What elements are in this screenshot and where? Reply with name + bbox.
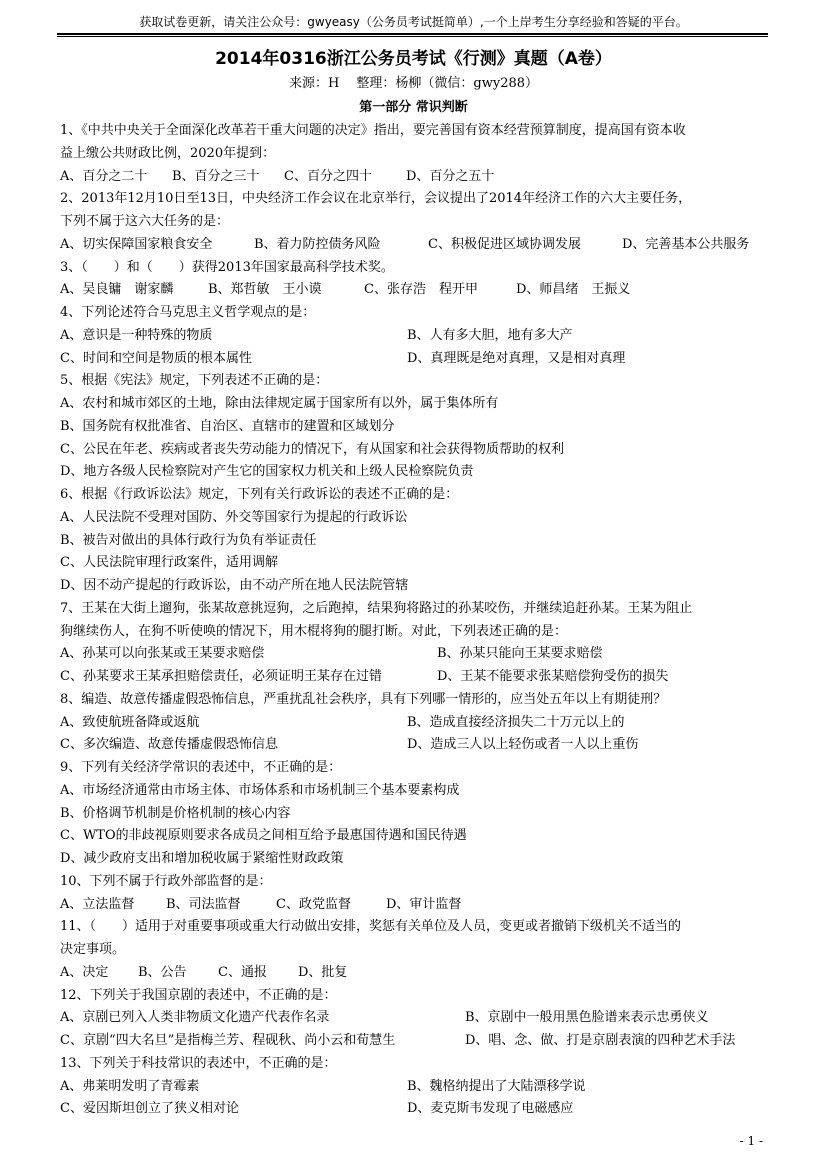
option-a: A、意识是一种特殊的物质 [60,327,213,343]
question-13-line-1: 13、下列关于科技常识的表述中，不正确的是： [60,1055,337,1071]
option-c: C、WTO的非歧视原则要求各成员之间相互给予最惠国待遇和国民待遇 [60,828,467,844]
question-1-line-1: 1、《中共中央关于全面深化改革若干重大问题的决定》指出，要完善国有资本经营预算制度，提高国有资本收 [60,123,686,138]
option-b: B、公告 [138,964,187,980]
option-a: A、孙某可以向张某或王某要求赔偿 [60,646,265,662]
question-9-line-1: 9、下列有关经济学常识的表述中，不正确的是： [60,760,342,775]
option-b: B、孙某只能向王某要求赔偿 [437,646,603,662]
question-2-line-2: 下列不属于这六大任务的是： [60,214,230,229]
option-c: C、多次编造、故意传播虚假恐怖信息 [60,737,278,753]
option-c: C、京剧“四大名旦”是指梅兰芳、程砚秋、尚小云和荀慧生 [60,1033,396,1048]
option-d: D、完善基本公共服务 [622,236,750,252]
document-source: 来源：H 整理：杨柳（微信：gwy288） [288,76,539,91]
option-c: C、人民法院审理行政案件，适用调解 [60,555,278,571]
question-10-line-1: 10、下列不属于行政外部监督的是： [60,873,272,889]
option-d: D、批复 [298,964,348,980]
option-d: D、减少政府支出和增加税收属于紧缩性财政政策 [60,851,344,866]
question-3-options [60,279,767,302]
option-a: A、农村和城市郊区的土地，除由法律规定属于国家所有以外，属于集体所有 [60,396,499,411]
option-d: D、麦克斯韦发现了电磁感应 [407,1101,574,1117]
question-4-options-row-1 [60,325,767,348]
option-d: D、因不动产提起的行政诉讼，由不动产所在地人民法院管辖 [60,578,409,593]
question-13-options-row-1 [60,1076,767,1099]
option-b: B、郑哲敏 王小谟 [208,282,322,298]
option-b: B、司法监督 [166,896,241,912]
option-b: B、百分之三十 [172,168,260,184]
option-b: B、价格调节机制是价格机制的核心内容 [60,805,291,821]
question-7-line-1: 7、王某在大街上遛狗，张某故意挑逗狗，之后跑掉，结果狗将路过的孙某咬伤，并继续追赶孙某。王某为阻止 [60,600,693,616]
question-11-line-2: 决定事项。 [60,942,126,957]
option-b: B、国务院有权批准省、自治区、直辖市的建置和区域划分 [60,418,395,434]
question-list [60,120,767,1121]
option-a: A、吴良镛 谢家麟 [60,282,174,298]
option-c: C、通报 [218,964,267,980]
option-c: C、爱因斯坦创立了狭义相对论 [60,1101,239,1117]
option-c: C、积极促进区域协调发展 [428,236,581,252]
header-rule-thick [57,33,768,35]
question-13-options-row-2 [60,1098,767,1121]
question-4-line-1: 4、下列论述符合马克思主义哲学观点的是： [60,305,316,320]
question-7-options-row-2 [60,666,767,689]
question-5-line-1: 5、根据《宪法》规定，下列表述不正确的是： [60,373,329,389]
option-b: B、魏格纳提出了大陆漂移学说 [407,1078,586,1094]
option-d: D、审计监督 [386,896,462,912]
option-d: D、地方各级人民检察院对产生它的国家权力机关和上级人民检察院负责 [60,464,474,480]
option-a: A、切实保障国家粮食安全 [60,236,213,252]
question-3-line-1: 3、（ ）和（ ）获得2013年国家最高科学技术奖。 [60,259,394,275]
option-a: A、百分之二十 [60,168,148,184]
option-b: B、京剧中一般用黑色脸谱来表示忠勇侠义 [465,1010,709,1026]
question-11-options [60,962,767,985]
option-c: C、张存浩 程开甲 [364,282,478,298]
question-4-options-row-2 [60,348,767,371]
question-7-line-2: 狗继续伤人，在狗不听使唤的情况下，用木棍将狗的腿打断。对此，下列表述正确的是： [60,623,568,639]
option-d: D、师昌绪 王振义 [516,282,631,298]
option-b: B、人有多大胆，地有多大产 [407,327,573,343]
question-12-line-1: 12、下列关于我国京剧的表述中，不正确的是： [60,987,337,1003]
question-2-line-1: 2、2013年12月10日至13日，中央经济工作会议在北京举行，会议提出了2014年经济工作的六大主要任务， [60,191,692,207]
option-c: C、政党监督 [276,896,351,912]
option-a: A、人民法院不受理对国防、外交等国家行为提起的行政诉讼 [60,509,408,525]
option-a: A、致使航班备降或返航 [60,714,200,730]
question-2-options [60,234,767,257]
header-notice: 获取试卷更新，请关注公众号：gwyeasy（公务员考试挺简单）,一个上岸考生分享经验和答疑的平台。 [139,15,688,29]
option-b: B、造成直接经济损失二十万元以上的 [407,714,625,730]
option-a: A、决定 [60,964,109,980]
option-c: C、孙某要求王某承担赔偿责任，必须证明王某存在过错 [60,669,382,684]
option-c: C、时间和空间是物质的根本属性 [60,350,252,366]
option-a: A、立法监督 [60,896,135,912]
option-d: D、唱、念、做、打是京剧表演的四种艺术手法 [465,1033,736,1048]
option-a: A、市场经济通常由市场主体、市场体系和市场机制三个基本要素构成 [60,782,460,798]
document-title: 2014年0316浙江公务员考试《行测》真题（A卷） [215,49,612,69]
question-1-options [60,166,767,189]
question-11-line-1: 11、（ ）适用于对重要事项或重大行动做出安排，奖惩有关单位及人员，变更或者撤销下级机关不适当的 [60,919,682,935]
question-12-options-row-2 [60,1030,767,1053]
question-8-line-1: 8、编造、故意传播虚假恐怖信息，严重扰乱社会秩序，具有下列哪一情形的，应当处五年以上有期徒刑？ [60,691,667,707]
option-c: C、百分之四十 [284,168,372,184]
question-1-line-2: 益上缴公共财政比例，2020年提到： [60,145,276,161]
question-8-options-row-1 [60,712,767,735]
option-d: D、百分之五十 [406,168,495,184]
option-d: D、真理既是绝对真理，又是相对真理 [407,350,626,366]
question-12-options-row-1 [60,1007,767,1030]
option-d: D、王某不能要求张某赔偿狗受伤的损失 [437,669,669,684]
question-6-line-1: 6、根据《行政诉讼法》规定，下列有关行政诉讼的表述不正确的是： [60,487,459,502]
question-8-options-row-2 [60,734,767,757]
page-number: - 1 - [739,1134,763,1148]
question-10-options [60,894,767,917]
option-a: A、弗莱明发明了青霉素 [60,1078,200,1094]
option-d: D、造成三人以上轻伤或者一人以上重伤 [407,737,639,753]
header-rule-thin [57,36,768,37]
option-b: B、着力防控债务风险 [254,236,381,252]
section-heading: 第一部分 常识判断 [359,100,468,115]
question-7-options-row-1 [60,643,767,666]
option-a: A、京剧已列入人类非物质文化遗产代表作名录 [60,1010,330,1026]
option-c: C、公民在年老、疾病或者丧失劳动能力的情况下，有从国家和社会获得物质帮助的权利 [60,441,564,457]
option-b: B、被告对做出的具体行政行为负有举证责任 [60,532,317,548]
